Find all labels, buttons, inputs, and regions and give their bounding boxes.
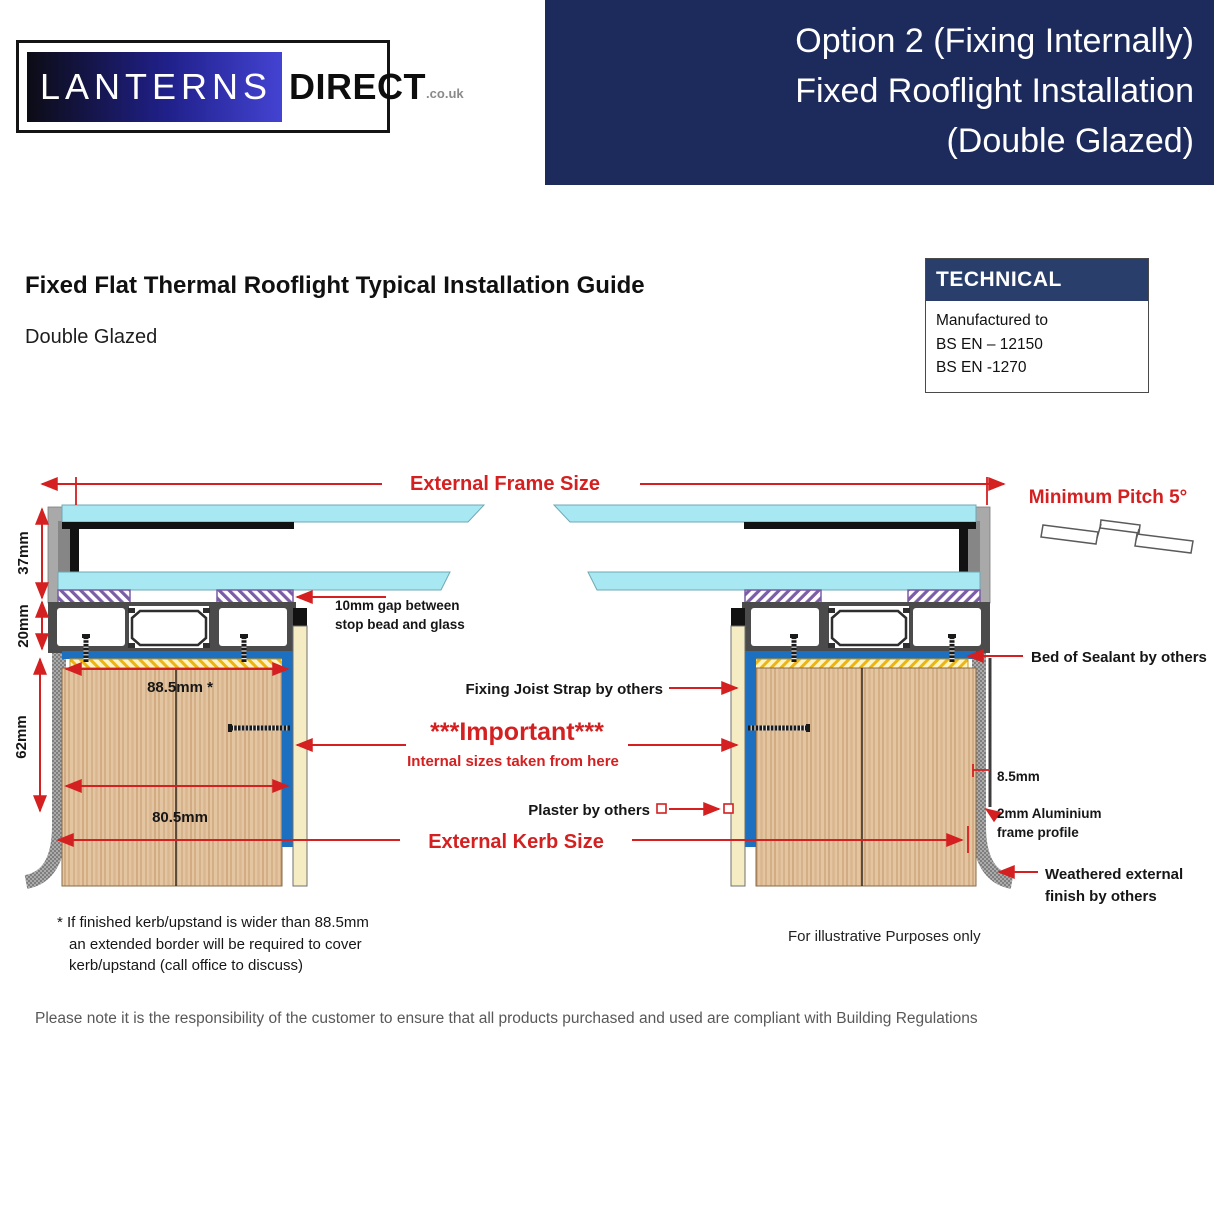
lanterns-direct-logo bbox=[16, 40, 464, 133]
footnote-line-3: kerb/upstand (call office to discuss) bbox=[69, 957, 304, 974]
technical-line-1: Manufactured to bbox=[936, 312, 1049, 329]
footnote-line-2: an extended border will be required to cover bbox=[69, 935, 362, 953]
plaster-label: Plaster by others bbox=[528, 802, 650, 819]
aluminium-profile-note bbox=[986, 806, 1102, 840]
rooflight-section-left bbox=[26, 505, 484, 886]
page-subtitle: Double Glazed bbox=[25, 326, 158, 348]
alu-profile-line2: frame profile bbox=[997, 825, 1079, 840]
page-title: Fixed Flat Thermal Rooflight Typical Installation Guide bbox=[25, 272, 645, 299]
building-regulations-note: Please note it is the responsibility of the customer to ensure that all products purchased and used are compliant with Building Regulations bbox=[35, 1010, 978, 1027]
technical-box bbox=[925, 258, 1149, 393]
weathered-finish-note bbox=[999, 866, 1183, 905]
internal-sizes-label: Internal sizes taken from here bbox=[407, 753, 619, 770]
stop-bead-gap-line1: 10mm gap between bbox=[335, 598, 460, 613]
minimum-pitch-label: Minimum Pitch 5° bbox=[1028, 487, 1188, 508]
bed-of-sealant-note bbox=[968, 649, 1207, 666]
fixing-joist-note bbox=[465, 681, 737, 698]
alu-profile-line1: 2mm Aluminium bbox=[997, 806, 1102, 821]
technical-line-2: BS EN – 12150 bbox=[936, 335, 1043, 353]
banner-line-1: Option 2 (Fixing Internally) bbox=[795, 22, 1194, 60]
height-dimensions bbox=[13, 509, 42, 811]
dim-20mm: 20mm bbox=[15, 604, 32, 648]
technical-box-header: TECHNICAL bbox=[926, 259, 1148, 301]
dim-62mm: 62mm bbox=[13, 715, 30, 759]
banner-line-3: (Double Glazed) bbox=[946, 122, 1194, 160]
weathered-line1: Weathered external bbox=[1045, 866, 1184, 883]
stop-bead-gap-line2: stop bead and glass bbox=[335, 617, 465, 632]
important-label: ***Important*** bbox=[430, 718, 604, 746]
banner-line-2: Fixed Rooflight Installation bbox=[795, 72, 1194, 110]
pitch-sketch-icon bbox=[1041, 520, 1193, 553]
dim-88-5mm: 88.5mm * bbox=[147, 679, 213, 696]
illustrative-purposes-note: For illustrative Purposes only bbox=[788, 928, 981, 945]
external-frame-size-dimension bbox=[42, 473, 1004, 505]
logo-brand-secondary: DIRECT bbox=[289, 65, 427, 107]
technical-line-3: BS EN -1270 bbox=[936, 359, 1027, 376]
stop-bead-gap-note bbox=[297, 597, 465, 632]
option-banner bbox=[545, 0, 1214, 185]
minimum-pitch-note bbox=[1029, 487, 1193, 553]
dim-80-5mm: 80.5mm bbox=[152, 809, 208, 826]
external-kerb-size-label: External Kerb Size bbox=[428, 831, 604, 853]
kerb-footnote bbox=[57, 912, 369, 977]
logo-tld: .co.uk bbox=[426, 86, 464, 101]
dim-37mm: 37mm bbox=[15, 531, 32, 575]
external-frame-size-label: External Frame Size bbox=[409, 473, 601, 495]
footnote-line-1: * If finished kerb/upstand is wider than 88.5mm bbox=[57, 914, 369, 931]
plaster-note bbox=[528, 802, 733, 819]
bed-of-sealant-label: Bed of Sealant by others bbox=[1031, 649, 1207, 666]
fixing-joist-label: Fixing Joist Strap by others bbox=[465, 681, 663, 698]
technical-box-body bbox=[926, 301, 1148, 392]
dim-8-5mm: 8.5mm bbox=[997, 769, 1040, 784]
important-note bbox=[297, 718, 737, 770]
logo-brand-primary: LANTERNS bbox=[27, 52, 282, 122]
weathered-line2: finish by others bbox=[1045, 888, 1157, 905]
